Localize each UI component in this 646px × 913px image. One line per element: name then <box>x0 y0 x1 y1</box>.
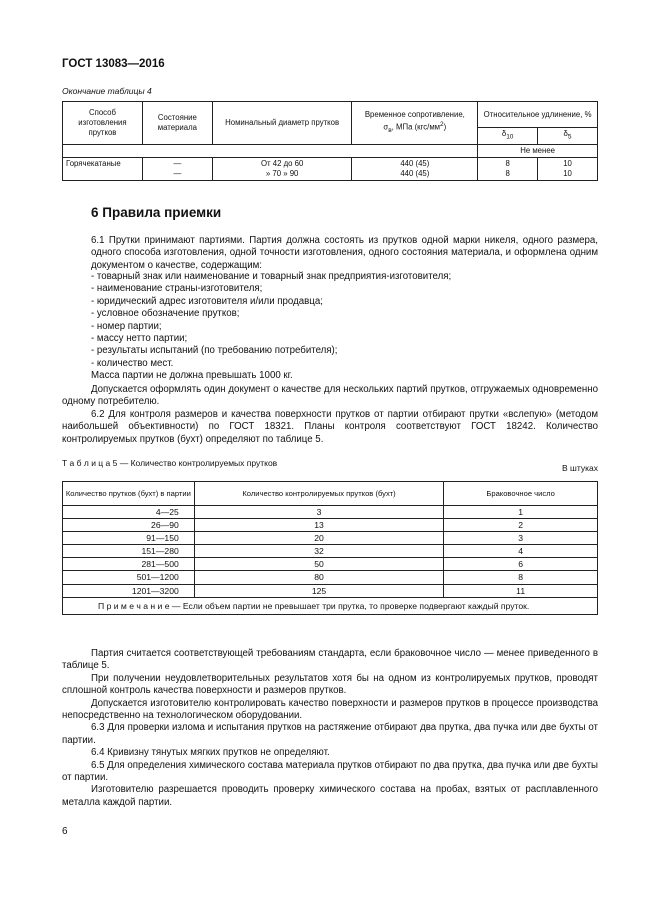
document-header: ГОСТ 13083—2016 <box>62 58 165 70</box>
col-elongation: Относительное удлинение, % <box>478 102 598 128</box>
diameter-cell: От 42 до 60 » 70 » 90 <box>212 157 352 180</box>
paragraph: Партия считается соответствующей требованиям стандарта, если браковочное число — менее приведенного в таблице 5. <box>62 648 598 672</box>
col-reject: Браковочное число <box>444 482 598 506</box>
table-note-row <box>63 597 598 614</box>
spacer-cell <box>63 144 478 157</box>
list-item: - наименование страны-изготовителя; <box>91 283 263 295</box>
table-row: 26—90 13 2 <box>63 519 598 532</box>
page-number: 6 <box>62 826 68 837</box>
paragraph: 6.2 Для контроля размеров и качества поверхности прутков от партии отбирают прутки «вслепую» (методом наибольшей объективности) по ГОСТ 18321. Планы контроля соответствуют ГОСТ 18242. Количество контролируемых прутков (бухт) определяют по таблице 5. <box>62 408 598 445</box>
state-cell: — — <box>142 157 212 180</box>
table-row: 4—25 3 1 <box>63 506 598 519</box>
section-6-1-extra <box>62 384 598 446</box>
col-controlled: Количество контролируемых прутков (бухт) <box>194 482 444 506</box>
table5-caption: Т а б л и ц а 5 — Количество контролируемых прутков <box>62 458 278 468</box>
col-method: Способ изготовления прутков <box>63 102 143 145</box>
table-5 <box>62 481 598 615</box>
col-diameter: Номинальный диаметр прутков <box>212 102 352 145</box>
table-4 <box>62 101 598 181</box>
method-cell: Горячекатаные <box>63 157 143 180</box>
table4-caption: Окончание таблицы 4 <box>62 86 152 96</box>
paragraph: 6.5 Для определения химического состава материала прутков отбирают по два прутка, два пучка или две бухты от партии. <box>62 759 598 784</box>
list-item: - номер партии; <box>91 320 162 332</box>
paragraph: Масса партии не должна превышать 1000 кг. <box>91 370 293 382</box>
list-item: - условное обозначение прутков; <box>91 308 240 320</box>
table-note: П р и м е ч а н и е — Если объем партии не превышает три прутка, то проверке подвергают каждый пруток. <box>63 597 598 614</box>
section-6-2-cont <box>62 648 598 809</box>
paragraph: 6.4 Кривизну тянутых мягких прутков не определяют. <box>91 747 330 759</box>
paragraph: 6.1 Прутки принимают партиями. Партия должна состоять из прутков одной марки никеля, одного размера, одного способа изготовления, одной точности изготовления, одного состояния материала, и оформлена одним документом о качестве, содержащим: <box>91 235 598 271</box>
table-row: 91—150 20 3 <box>63 532 598 545</box>
paragraph: 6.3 Для проверки излома и испытания прутков на растяжение отбирают два прутка, два пучка или две бухты от партии. <box>62 722 598 746</box>
contents-list <box>91 271 598 383</box>
strength-cell: 440 (45) 440 (45) <box>352 157 478 180</box>
col-d5: $\delta_5$ <box>538 128 598 145</box>
list-item: - юридический адрес изготовителя и/или продавца; <box>91 295 323 307</box>
paragraph: При получении неудовлетворительных результатов хотя бы на одном из контролируемых прутков, проводят сплошной контроль качества поверхности и размеров прутков. <box>62 672 598 697</box>
table5-unit: В штуках <box>562 463 598 473</box>
table-row: 501—1200 80 8 <box>63 571 598 584</box>
table-row: 281—500 50 6 <box>63 558 598 571</box>
col-d10: $\delta_{10}$ <box>478 128 538 145</box>
paragraph: Допускается изготовителю контролировать качество поверхности и размеров прутков в процессе производства непосредственно на технологическом оборудовании. <box>62 697 598 722</box>
col-state: Состояние материала <box>142 102 212 145</box>
table-row: 1201—3200 125 11 <box>63 584 598 597</box>
list-item: - результаты испытаний (по требованию потребителя); <box>91 345 338 357</box>
list-item: - массу нетто партии; <box>91 333 188 345</box>
paragraph: Изготовителю разрешается проводить проверку химического состава на пробах, взятых от расплавленного металла каждой партии. <box>62 784 598 808</box>
paragraph: Допускается оформлять один документ о качестве для нескольких партий прутков, отгружаемых одновременно одному потребителю. <box>62 384 598 408</box>
d10-cell: 8 8 <box>478 157 538 180</box>
table-row <box>63 157 598 180</box>
col-strength: Временное сопротивление, $\sigma_в$, МПа $(кгс/мм^2)$ <box>352 102 478 145</box>
list-item: - товарный знак или наименование и товарный знак предприятия-изготовителя; <box>91 271 452 282</box>
section-title: 6 Правила приемки <box>91 205 222 220</box>
not-less-label: Не менее <box>478 144 598 157</box>
section-6-1 <box>91 235 598 272</box>
d5-cell: 10 10 <box>538 157 598 180</box>
col-lot-size: Количество прутков (бухт) в партии <box>63 482 195 506</box>
list-item: - количество мест. <box>91 357 174 369</box>
table-row: 151—280 32 4 <box>63 545 598 558</box>
